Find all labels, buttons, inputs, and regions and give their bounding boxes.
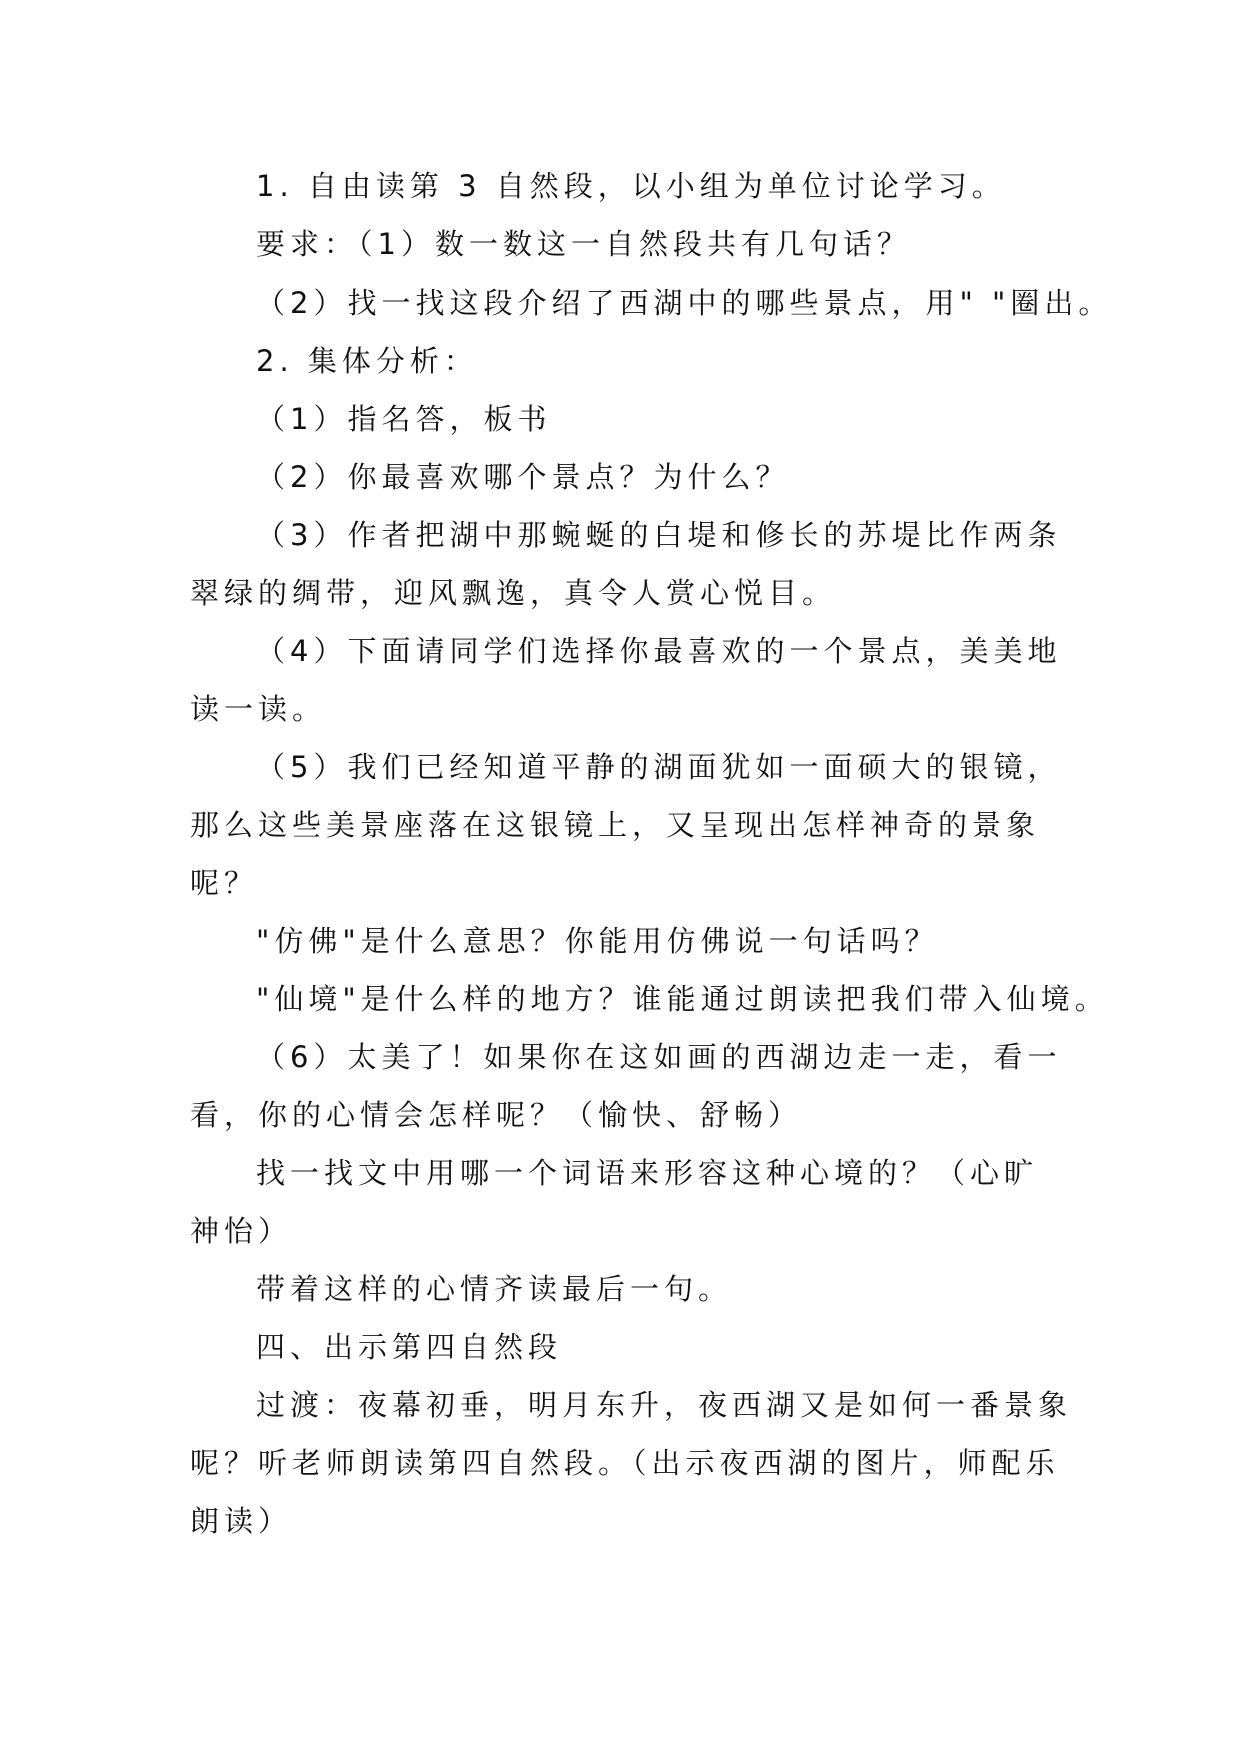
analysis-item-5: （5）我们已经知道平静的湖面犹如一面硕大的银镜，: [256, 750, 1062, 784]
analysis-item-3: （3）作者把湖中那蜿蜒的白堤和修长的苏堤比作两条: [256, 518, 1062, 552]
transition-text-end: 朗读）: [190, 1504, 293, 1538]
question-fangfu: "仿佛"是什么意思？你能用仿佛说一句话吗？: [256, 924, 939, 958]
analysis-item-1: （1）指名答，板书: [256, 402, 552, 436]
step-1-free-reading: 1. 自由读第 3 自然段，以小组为单位讨论学习。: [256, 169, 1006, 203]
analysis-item-3-cont: 翠绿的绸带，迎风飘逸，真令人赏心悦目。: [190, 576, 837, 610]
find-word-question: 找一找文中用哪一个词语来形容这种心境的？（心旷: [256, 1156, 1039, 1190]
section-4-heading: 四、出示第四自然段: [256, 1330, 563, 1364]
analysis-item-2: （2）你最喜欢哪个景点？为什么？: [256, 460, 790, 494]
requirement-1: 要求：（1）数一数这一自然段共有几句话？: [256, 227, 911, 261]
step-2-group-analysis: 2. 集体分析：: [256, 344, 478, 378]
analysis-item-6-cont: 看，你的心情会怎样呢？（愉快、舒畅）: [190, 1098, 803, 1132]
question-xianjing: "仙境"是什么样的地方？谁能通过朗读把我们带入仙境。: [256, 982, 1109, 1016]
requirement-2: （2）找一找这段介绍了西湖中的哪些景点，用" "圈出。: [256, 286, 1113, 320]
analysis-item-5-cont: 那么这些美景座落在这银镜上，又呈现出怎样神奇的景象: [190, 808, 1041, 842]
read-last-sentence: 带着这样的心情齐读最后一句。: [256, 1272, 733, 1306]
analysis-item-4-cont: 读一读。: [190, 692, 327, 726]
analysis-item-6: （6）太美了！如果你在这如画的西湖边走一走，看一: [256, 1040, 1062, 1074]
transition-text-cont: 呢？听老师朗读第四自然段。（出示夜西湖的图片，师配乐: [190, 1446, 1060, 1480]
find-word-answer: 神怡）: [190, 1214, 293, 1248]
analysis-item-4: （4）下面请同学们选择你最喜欢的一个景点，美美地: [256, 634, 1062, 668]
analysis-item-5-end: 呢？: [190, 866, 259, 900]
transition-text: 过渡：夜幕初垂，明月东升，夜西湖又是如何一番景象: [256, 1388, 1073, 1422]
